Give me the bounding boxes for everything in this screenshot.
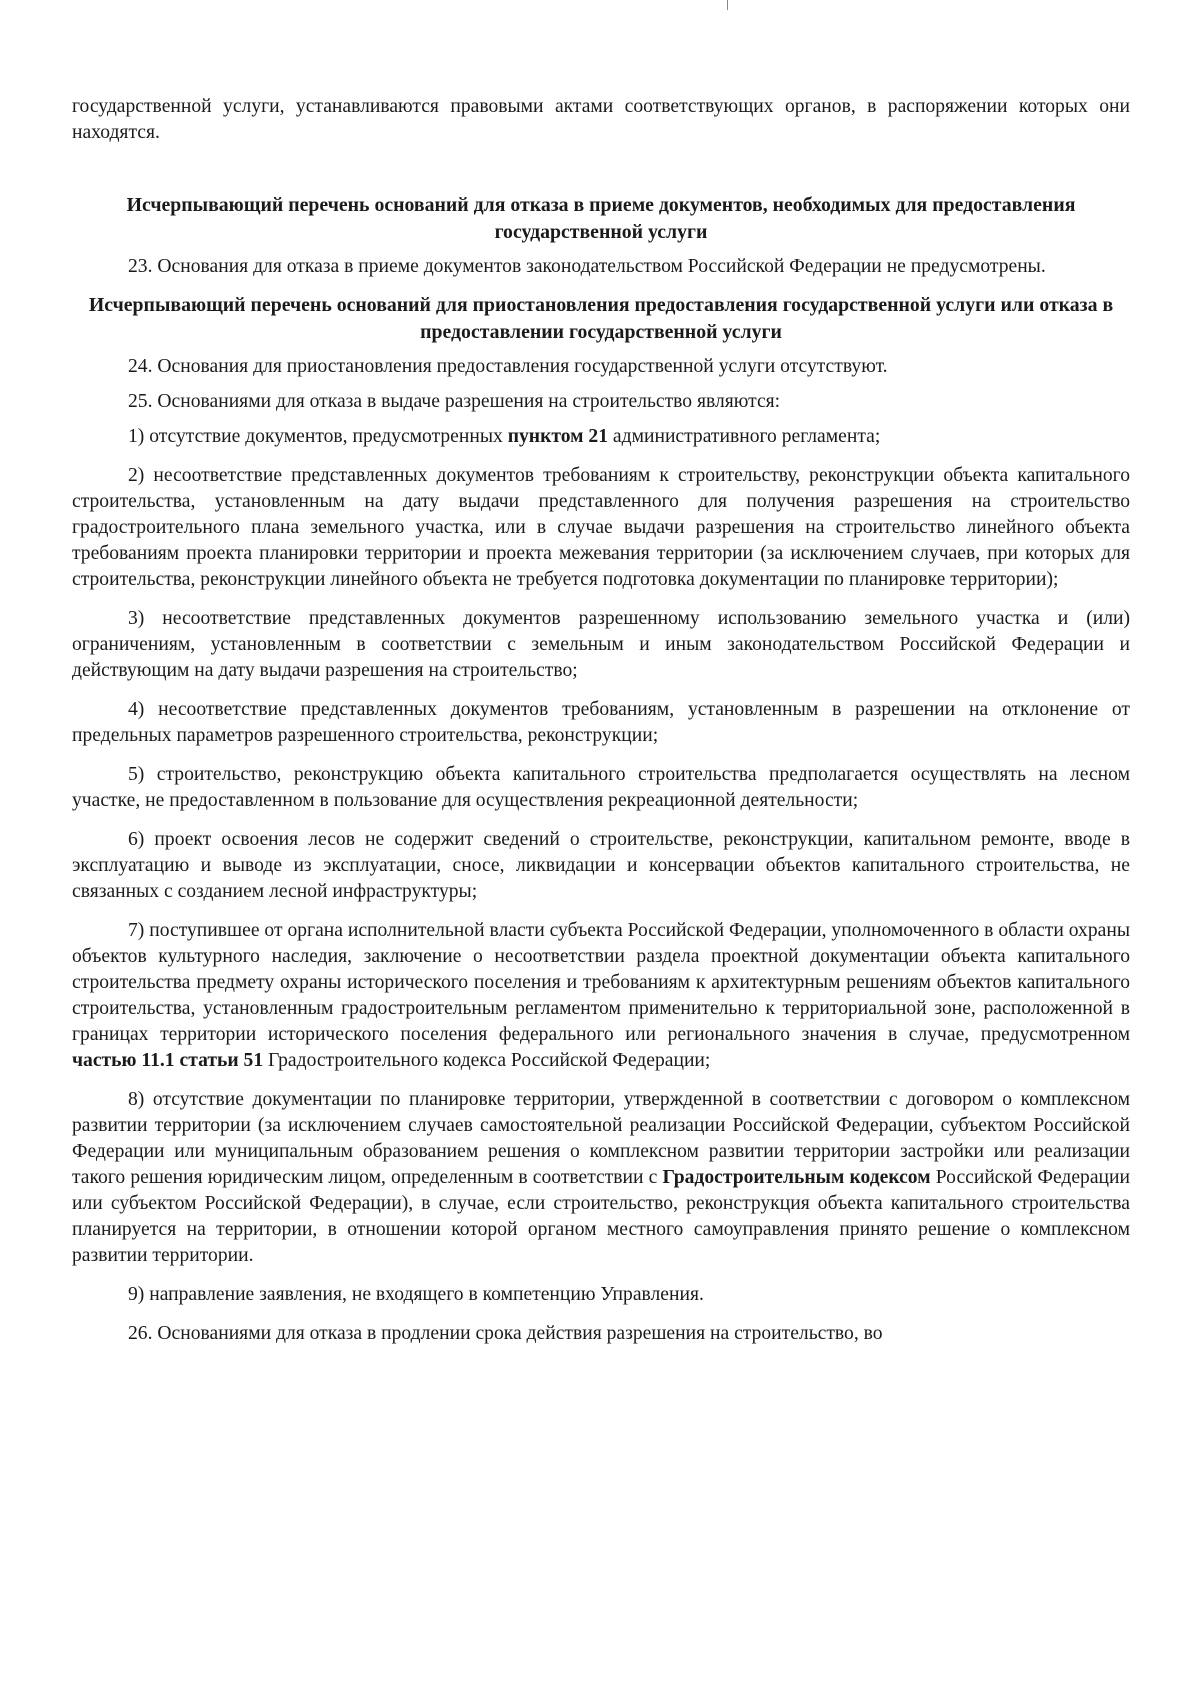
- subitem-9: 9) направление заявления, не входящего в компетенцию Управления.: [128, 1284, 704, 1305]
- subitem-1-text-start: 1) отсутствие документов, предусмотренных: [128, 426, 508, 447]
- intro-paragraph: государственной услуги, устанавливаются правовыми актами соответствующих органов, в распоряжении которых они находятся.: [72, 96, 1130, 143]
- paragraph-23: 23. Основания для отказа в приеме документов законодательством Российской Федерации не предусмотрены.: [128, 256, 1046, 277]
- subitem-8: [72, 1087, 1130, 1269]
- reference-article-51: частью 11.1 статьи 51: [72, 1050, 264, 1071]
- subitem-2: 2) несоответствие представленных документов требованиям к строительству, реконструкции объекта капитального строительства, установленным на дату выдачи представленного для получения разрешения на строительство градостроительного плана земельного участка, или в случае выдачи разрешения на строительство линейного объекта требованиям проекта планировки территории и проекта межевания территории (за исключением случаев, при которых для строительства, реконструкции линейного объекта не требуется подготовка документации по планировке территории);: [72, 465, 1130, 590]
- subitem-8-text-start: 8) отсутствие документации по планировке территории, утвержденной в соответствии с договором о комплексном развитии территории (за исключением случаев самостоятельной реализации Российской Федерации, субъектом Российской Федерации или муниципальным образованием решения о комплексном развитии территории застройки или реализации такого решения юридическим лицом, определенным в соответствии с: [72, 1089, 1130, 1188]
- subitem-7: [72, 918, 1130, 1074]
- paragraph-24: 24. Основания для приостановления предоставления государственной услуги отсутствуют.: [128, 356, 888, 377]
- scan-mark: [727, 0, 728, 10]
- reference-point-21: пунктом 21: [507, 426, 609, 447]
- subitem-4: 4) несоответствие представленных документов требованиям, установленным в разрешении на отклонение от предельных параметров разрешенного строительства, реконструкции;: [72, 699, 1130, 746]
- heading-refusal-acceptance: Исчерпывающий перечень оснований для отказа в приеме документов, необходимых для предоставления государственной услуги: [126, 194, 1076, 243]
- heading-suspension-refusal: Исчерпывающий перечень оснований для приостановления предоставления государственной услуги или отказа в предоставлении государственной услуги: [88, 294, 1114, 343]
- subitem-6: 6) проект освоения лесов не содержит сведений о строительстве, реконструкции, капитальном ремонте, вводе в эксплуатацию и выводе из эксплуатации, сносе, ликвидации и консервации объектов капитального строительства, не связанных с созданием лесной инфраструктуры;: [72, 829, 1130, 902]
- subitem-7-text-start: 7) поступившее от органа исполнительной власти субъекта Российской Федерации, уполномоченного в области охраны объектов культурного наследия, заключение о несоответствии раздела проектной документации объекта капитального строительства предмету охраны исторического поселения и требованиям к архитектурным решениям объектов капитального строительства, установленным градостроительным регламентом применительно к территориальной зоне, расположенной в границах территории исторического поселения федерального или регионального значения в случае, предусмотренном: [72, 920, 1130, 1045]
- reference-urban-planning-code: Градостроительным кодексом: [662, 1167, 931, 1188]
- subitem-3: 3) несоответствие представленных документов разрешенному использованию земельного участка и (или) ограничениям, установленным в соответствии с земельным и иным законодательством Российской Федерации и действующим на дату выдачи разрешения на строительство;: [72, 608, 1130, 681]
- subitem-7-text-end: Градостроительного кодекса Российской Федерации;: [263, 1050, 711, 1071]
- paragraph-26: 26. Основаниями для отказа в продлении срока действия разрешения на строительство, во: [128, 1323, 883, 1344]
- subitem-1-text-end: административного регламента;: [608, 426, 881, 447]
- paragraph-25: 25. Основаниями для отказа в выдаче разрешения на строительство являются:: [128, 391, 781, 412]
- subitem-5: 5) строительство, реконструкцию объекта капитального строительства предполагается осуществлять на лесном участке, не предоставленном в пользование для осуществления рекреационной деятельности;: [72, 764, 1130, 811]
- subitem-8-text-end: Российской Федерации или субъектом Российской Федерации), в случае, если строительство, реконструкция объекта капитального строительства планируется на территории, в отношении которой органом местного самоуправления принято решение о комплексном развитии территории.: [72, 1167, 1130, 1266]
- subitem-1: [72, 424, 1130, 450]
